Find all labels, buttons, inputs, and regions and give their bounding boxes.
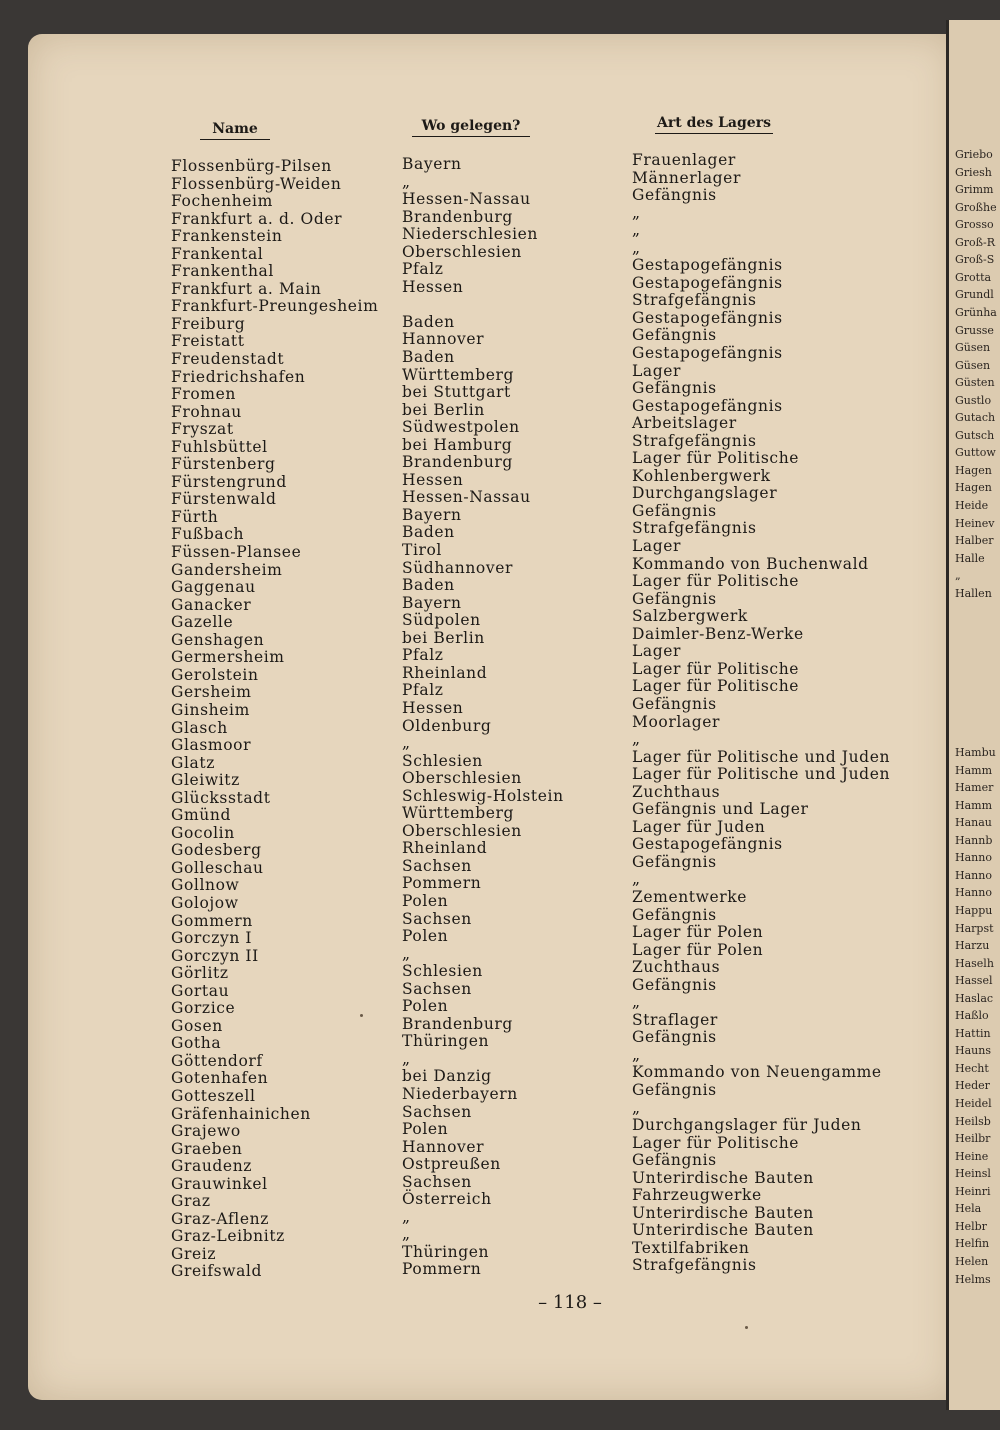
camp-type-entry: Gestapogefängnis: [632, 396, 783, 415]
camp-type-entry: Gefängnis: [632, 501, 717, 520]
name-entry: Gaggenau: [171, 578, 256, 597]
location-entry: Polen: [402, 927, 449, 946]
next-page-fragment: Grundl: [955, 288, 994, 302]
name-entry: Freistatt: [171, 332, 245, 351]
next-page-fragment: Heinev: [955, 516, 995, 530]
location-entry: bei Berlin: [402, 400, 485, 419]
location-entry: Polen: [402, 891, 449, 910]
page-number: – 118 –: [538, 1292, 602, 1313]
camp-type-entry: Arbeitslager: [632, 414, 737, 433]
name-entry: Füssen-Plansee: [171, 543, 302, 562]
name-entry: Frohnau: [171, 402, 242, 421]
next-page-fragment: Helfin: [955, 1237, 990, 1251]
camp-type-entry: Männerlager: [632, 168, 741, 187]
location-entry: Rheinland: [402, 839, 488, 858]
camp-type-entry: Zementwerke: [632, 887, 748, 906]
paper-speck: [745, 1326, 748, 1329]
camp-type-entry: Frauenlager: [632, 151, 736, 169]
next-page-fragment: Hamm: [955, 798, 993, 812]
location-entry: Württemberg: [402, 365, 515, 384]
location-entry: Baden: [402, 523, 455, 542]
name-entry: Genshagen: [171, 630, 265, 649]
next-page-fragment: Harpst: [955, 921, 994, 935]
name-entry: Fromen: [171, 385, 236, 404]
location-entry: Hessen: [402, 277, 464, 296]
camp-type-entry: Gestapogefängnis: [632, 308, 783, 327]
camp-type-entry: Strafgefängnis: [632, 431, 757, 450]
camp-type-column: [632, 152, 890, 1275]
name-entry: Freudenstadt: [171, 350, 285, 369]
next-page-fragment: Helbr: [955, 1219, 987, 1233]
camp-type-entry: Lager für Polen: [632, 923, 764, 942]
next-page-fragment: Hecht: [955, 1061, 989, 1075]
camp-type-entry: Gefängnis und Lager: [632, 800, 809, 819]
name-entry: Frankfurt a. d. Oder: [171, 209, 343, 228]
camp-type-entry: Unterirdische Bauten: [632, 1168, 814, 1187]
next-page-fragment: Hamer: [955, 781, 994, 795]
location-entry: „: [402, 172, 411, 191]
camp-type-entry: Salzbergwerk: [632, 607, 748, 626]
camp-type-entry: „: [632, 870, 641, 889]
next-page-fragment: Hannb: [955, 833, 993, 847]
next-page-fragment: Helen: [955, 1254, 989, 1268]
location-entry: Hannover: [402, 330, 485, 349]
camp-type-entry: Lager für Politische und Juden: [632, 765, 891, 784]
next-page-fragment: Hanno: [955, 851, 992, 865]
name-entry: Fürth: [171, 507, 219, 526]
next-page-fragment: Harzu: [955, 939, 990, 953]
camp-type-entry: Gefängnis: [632, 186, 717, 205]
camp-type-entry: Durchgangslager: [632, 484, 778, 503]
location-entry: Pfalz: [402, 681, 444, 700]
location-entry: Schleswig-Holstein: [402, 786, 564, 805]
name-entry: Gotenhafen: [171, 1069, 269, 1088]
location-entry: Sachsen: [402, 1172, 472, 1191]
next-page-fragment: Güsen: [955, 358, 991, 372]
name-entry: Graz-Aflenz: [171, 1209, 269, 1228]
next-page-fragment: Hattin: [955, 1026, 991, 1040]
camp-type-entry: Lager für Politische: [632, 572, 800, 591]
location-entry: „: [402, 1225, 411, 1244]
camp-type-entry: Durchgangslager für Juden: [632, 1116, 862, 1135]
name-entry: Freiburg: [171, 314, 246, 333]
location-entry: Österreich: [402, 1190, 492, 1209]
name-entry: Gotteszell: [171, 1086, 256, 1105]
camp-type-entry: Gefängnis: [632, 694, 717, 713]
camp-type-entry: Lager für Politische: [632, 449, 800, 468]
next-page-fragment: Hallen: [955, 586, 992, 600]
name-entry: Glücksstadt: [171, 788, 271, 807]
location-entry: Hessen: [402, 470, 464, 489]
name-entry: Friedrichshafen: [171, 367, 306, 386]
next-page-fragment: Griebo: [955, 148, 993, 161]
name-entry: Gorczyn I: [171, 929, 253, 948]
name-entry: Ginsheim: [171, 700, 250, 719]
location-entry: Schlesien: [402, 751, 483, 770]
name-entry: Frankenthal: [171, 262, 274, 281]
next-page-fragment: Haselh: [955, 956, 994, 970]
name-entry: Godesberg: [171, 841, 262, 860]
name-entry: Frankenstein: [171, 227, 283, 246]
name-entry: Gocolin: [171, 823, 235, 842]
camp-type-entry: Kommando von Neuengamme: [632, 1063, 882, 1082]
name-entry: Gersheim: [171, 683, 252, 702]
location-entry: Pfalz: [402, 646, 444, 665]
location-entry: Brandenburg: [402, 453, 513, 472]
camp-type-entry: Strafgefängnis: [632, 1256, 757, 1275]
name-entry: Glasmoor: [171, 736, 252, 755]
camp-type-entry: Lager: [632, 361, 682, 380]
location-entry: Brandenburg: [402, 207, 513, 226]
next-page-fragment: „: [955, 569, 961, 583]
next-page-fragment: Groß-R: [955, 235, 996, 249]
name-entry: Fürstenwald: [171, 490, 277, 509]
location-entry: Pfalz: [402, 260, 444, 279]
camp-type-entry: Gestapogefängnis: [632, 256, 783, 275]
next-page-fragment: Groß-S: [955, 253, 995, 267]
camp-type-entry: Lager: [632, 642, 682, 661]
camp-type-entry: Strafgefängnis: [632, 291, 757, 310]
location-entry: Oberschlesien: [402, 769, 522, 788]
location-entry: Hessen-Nassau: [402, 488, 531, 507]
name-entry: Flossenbürg-Weiden: [171, 174, 342, 193]
name-entry: Graz: [171, 1192, 211, 1211]
name-entry: Golojow: [171, 893, 239, 912]
next-page-fragment: Halber: [955, 534, 994, 548]
camp-type-entry: Gestapogefängnis: [632, 344, 783, 363]
name-entry: Gleiwitz: [171, 771, 240, 790]
next-page-fragment: Grimm: [955, 183, 994, 197]
name-entry: Gorzice: [171, 999, 236, 1018]
next-page-fragment: Helms: [955, 1272, 991, 1286]
next-page-fragment: Heilsb: [955, 1114, 991, 1128]
next-page-fragment: Haslac: [955, 991, 994, 1005]
name-entry: Greiz: [171, 1244, 217, 1263]
location-entry: Brandenburg: [402, 1014, 513, 1033]
column-header-camp-type: Art des Lagers: [655, 115, 773, 134]
location-entry: „: [402, 1049, 411, 1068]
location-entry: Württemberg: [402, 804, 515, 823]
location-entry: „: [402, 1207, 411, 1226]
location-entry: bei Berlin: [402, 628, 485, 647]
name-entry: Germersheim: [171, 648, 285, 667]
location-column: [402, 156, 564, 1279]
location-entry: bei Stuttgart: [402, 383, 511, 402]
camp-type-entry: „: [632, 1045, 641, 1064]
camp-type-entry: Moorlager: [632, 712, 721, 731]
camp-type-entry: Lager für Politische: [632, 659, 800, 678]
next-page-fragment: Güsen: [955, 341, 991, 355]
name-entry: Graz-Leibnitz: [171, 1227, 285, 1246]
location-entry: Bayern: [402, 505, 462, 524]
name-entry: Frankfurt a. Main: [171, 279, 322, 298]
name-entry: Frankental: [171, 244, 264, 263]
camp-type-entry: Lager: [632, 537, 682, 556]
next-page-fragment: Grotta: [955, 270, 992, 284]
column-header-name: Name: [200, 121, 270, 140]
location-entry: Bayern: [402, 593, 462, 612]
location-entry: bei Hamburg: [402, 435, 513, 454]
location-entry: Rheinland: [402, 663, 488, 682]
camp-type-entry: „: [632, 993, 641, 1012]
location-entry: „: [402, 734, 411, 753]
location-entry: Südpolen: [402, 611, 481, 630]
camp-type-entry: Lager für Politische: [632, 1133, 800, 1152]
name-entry: Frankfurt-Preungesheim: [171, 297, 379, 316]
camp-type-entry: „: [632, 238, 641, 257]
name-entry: Fußbach: [171, 525, 245, 544]
location-entry: [402, 296, 564, 314]
location-entry: Polen: [402, 997, 449, 1016]
location-entry: Hessen: [402, 698, 464, 717]
camp-type-entry: Fahrzeugwerke: [632, 1186, 762, 1205]
location-entry: Sachsen: [402, 1102, 472, 1121]
name-entry: Gosen: [171, 1016, 223, 1035]
location-entry: Oberschlesien: [402, 821, 522, 840]
camp-type-entry: Straflager: [632, 1010, 718, 1029]
camp-type-entry: Kohlenbergwerk: [632, 466, 771, 485]
camp-type-entry: Gefängnis: [632, 326, 717, 345]
location-entry: Thüringen: [402, 1242, 490, 1261]
next-page-fragment: Griesh: [955, 165, 992, 179]
location-entry: „: [402, 944, 411, 963]
camp-type-entry: Zuchthaus: [632, 958, 721, 977]
camp-type-entry: Zuchthaus: [632, 782, 721, 801]
next-page-fragment: Heide: [955, 499, 989, 512]
name-entry: Glasch: [171, 718, 228, 737]
camp-type-entry: Gestapogefängnis: [632, 835, 783, 854]
name-entry: Gommern: [171, 911, 253, 930]
location-entry: Pommern: [402, 1260, 482, 1279]
next-page-fragment: Hela: [955, 1202, 982, 1216]
next-page-fragment: Hanno: [955, 886, 992, 900]
location-entry: Bayern: [402, 155, 462, 173]
name-entry: Gortau: [171, 981, 230, 1000]
name-entry: Fochenheim: [171, 192, 273, 211]
camp-type-entry: Gefängnis: [632, 905, 717, 924]
next-page-fragment: Hambu: [955, 746, 996, 759]
next-page-fragment: Gutsch: [955, 428, 995, 442]
camp-type-entry: Unterirdische Bauten: [632, 1203, 814, 1222]
location-entry: Polen: [402, 1120, 449, 1139]
name-entry: Graeben: [171, 1139, 243, 1158]
name-entry: Gerolstein: [171, 665, 259, 684]
location-entry: Baden: [402, 312, 455, 331]
name-entry: Fuhlsbüttel: [171, 437, 268, 456]
location-entry: Sachsen: [402, 909, 472, 928]
next-page-fragment: Grusse: [955, 323, 994, 337]
location-entry: Sachsen: [402, 856, 472, 875]
column-header-location: Wo gelegen?: [412, 118, 530, 137]
location-entry: bei Danzig: [402, 1067, 492, 1086]
camp-type-entry: Unterirdische Bauten: [632, 1221, 814, 1240]
name-entry: Görlitz: [171, 964, 229, 983]
name-entry: Golleschau: [171, 858, 264, 877]
name-entry: Grauwinkel: [171, 1174, 268, 1193]
name-entry: Gotha: [171, 1034, 222, 1053]
camp-type-entry: Lager für Polen: [632, 940, 764, 959]
camp-type-entry: Gefängnis: [632, 1151, 717, 1170]
next-page-fragment: Hassel: [955, 974, 993, 988]
name-entry: Gorczyn II: [171, 946, 259, 965]
name-entry: Glatz: [171, 753, 215, 772]
location-entry: Ostpreußen: [402, 1155, 501, 1174]
name-entry: Grajewo: [171, 1122, 241, 1141]
name-entry: Göttendorf: [171, 1051, 263, 1070]
next-page-fragment: Grünha: [955, 305, 997, 319]
camp-type-entry: „: [632, 730, 641, 749]
next-page-fragment: Heinri: [955, 1184, 991, 1198]
location-entry: Thüringen: [402, 1032, 490, 1051]
camp-type-entry: Lager für Politische und Juden: [632, 747, 891, 766]
name-entry: Gandersheim: [171, 560, 283, 579]
name-entry: Fürstengrund: [171, 472, 287, 491]
next-page-fragment: Hanno: [955, 868, 992, 882]
next-page-fragment: Hagen: [955, 463, 992, 477]
name-entry: Gollnow: [171, 876, 240, 895]
location-entry: Baden: [402, 348, 455, 367]
location-entry: Südwestpolen: [402, 418, 520, 437]
next-page-fragment: Guttow: [955, 446, 996, 460]
camp-type-entry: Gestapogefängnis: [632, 273, 783, 292]
location-entry: Niederschlesien: [402, 225, 539, 244]
location-entry: Pommern: [402, 874, 482, 893]
location-entry: Hessen-Nassau: [402, 190, 531, 209]
location-entry: Niederbayern: [402, 1084, 518, 1103]
name-entry: Greifswald: [171, 1262, 263, 1281]
location-entry: Sachsen: [402, 979, 472, 998]
camp-type-entry: Textilfabriken: [632, 1238, 750, 1257]
next-page-fragment: Gustlo: [955, 393, 992, 407]
next-page-fragment: Grosso: [955, 218, 994, 232]
camp-type-entry: Lager für Juden: [632, 817, 766, 836]
next-page-edge: [946, 20, 1000, 1410]
name-entry: Fryszat: [171, 420, 234, 439]
camp-type-entry: Gefängnis: [632, 852, 717, 871]
camp-type-entry: Gefängnis: [632, 589, 717, 608]
location-entry: Schlesien: [402, 962, 483, 981]
camp-type-entry: „: [632, 221, 641, 240]
next-page-fragment: Gutach: [955, 411, 996, 425]
location-entry: Tirol: [402, 541, 442, 560]
camp-type-entry: „: [632, 203, 641, 222]
next-page-fragment: Heilbr: [955, 1132, 991, 1146]
next-page-fragment: Hauns: [955, 1044, 991, 1058]
location-entry: Oberschlesien: [402, 242, 522, 261]
next-page-fragment: Hanau: [955, 816, 992, 830]
camp-type-entry: Daimler-Benz-Werke: [632, 624, 804, 643]
next-page-fragment: Halle: [955, 551, 985, 565]
camp-type-entry: „: [632, 1098, 641, 1117]
name-entry: Fürstenberg: [171, 455, 276, 474]
location-entry: Oldenburg: [402, 716, 492, 735]
paper-speck: [360, 1014, 363, 1017]
name-entry: Graudenz: [171, 1157, 253, 1176]
name-entry: Gmünd: [171, 806, 231, 825]
camp-type-entry: Gefängnis: [632, 1028, 717, 1047]
name-entry: Flossenbürg-Pilsen: [171, 157, 332, 175]
next-page-fragment: Großhe: [955, 200, 997, 214]
next-page-fragment: Happu: [955, 903, 993, 917]
name-entry: Ganacker: [171, 595, 252, 614]
next-page-fragment: Heinsl: [955, 1167, 991, 1181]
next-page-fragment: Heine: [955, 1149, 989, 1163]
camp-type-entry: Lager für Politische: [632, 677, 800, 696]
camp-type-entry: Gefängnis: [632, 379, 717, 398]
name-column: [171, 158, 378, 1281]
next-page-fragment: Haßlo: [955, 1009, 989, 1023]
next-page-fragment: Heidel: [955, 1097, 992, 1110]
next-page-fragment: Hamm: [955, 763, 993, 777]
camp-type-entry: Kommando von Buchenwald: [632, 554, 869, 573]
name-entry: Gazelle: [171, 613, 234, 632]
location-entry: Hannover: [402, 1137, 485, 1156]
location-entry: Baden: [402, 576, 455, 595]
camp-type-entry: Gefängnis: [632, 975, 717, 994]
camp-type-entry: Gefängnis: [632, 1080, 717, 1099]
next-page-fragment: Güsten: [955, 376, 995, 390]
camp-type-entry: Strafgefängnis: [632, 519, 757, 538]
name-entry: Gräfenhainichen: [171, 1104, 311, 1123]
next-page-fragment: Hagen: [955, 481, 992, 495]
next-page-fragment: Heder: [955, 1079, 990, 1093]
location-entry: Südhannover: [402, 558, 513, 577]
